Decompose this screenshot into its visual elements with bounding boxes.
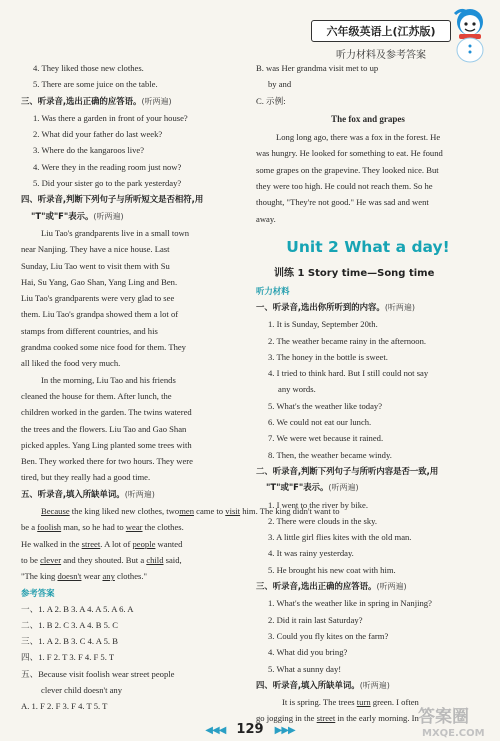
list-item: 2. Did it rain last Saturday? xyxy=(268,614,363,625)
section-heading: 四、听录音,填入所缺单词。(听两遍) xyxy=(256,679,390,690)
story-line: Liu Tao's grandparents were very glad to see xyxy=(21,293,175,304)
story-line: away. xyxy=(256,213,276,224)
lesson-title: 训练 1 Story time—Song time xyxy=(274,267,435,279)
list-item: 4. What did you bring? xyxy=(268,647,348,658)
section-heading: 二、听录音,判断下列句子与所听内容是否一致,用 xyxy=(256,465,439,476)
list-item: 6. We could not eat our lunch. xyxy=(268,417,372,428)
story-line: thought, "They're not good." He was sad and went xyxy=(256,197,429,208)
answer-line: 一、1. A 2. B 3. A 4. A 5. A 6. A xyxy=(21,603,134,614)
list-item: 5. There are some juice on the table. xyxy=(33,79,158,90)
svg-text:答案圈: 答案圈 xyxy=(418,707,469,727)
right-column xyxy=(256,60,480,727)
answer-line: 三、1. A 2. B 3. C 4. A 5. B xyxy=(21,636,118,647)
story-line: Long long ago, there was a fox in the forest. He xyxy=(276,132,441,143)
answer-line: C. 示例: xyxy=(256,95,286,106)
answer-line: B. was Her grandma visit met to up xyxy=(256,63,379,73)
prev-arrows-icon: ◀◀◀ xyxy=(205,725,226,736)
answers-heading: 参考答案 xyxy=(21,587,55,598)
list-item: 1. I went to the river by bike. xyxy=(268,499,368,510)
list-item: 4. I tried to think hard. But I still could not say xyxy=(268,368,429,379)
story-line: some grapes on the grapevine. They looked nice. But xyxy=(256,164,439,175)
list-item: 3. Where do the kangaroos live? xyxy=(33,145,145,156)
list-item: 4. Were they in the reading room just now? xyxy=(33,161,182,172)
list-item: 5. He brought his new coat with him. xyxy=(268,564,396,575)
story-line: Hai, Su Yang, Gao Shan, Yang Ling and Ben. xyxy=(21,276,178,287)
section-heading-cont: "T"或"F"表示。(听两遍) xyxy=(31,210,124,221)
story-line: stamps from different countries, and his xyxy=(21,325,158,336)
story-line: picked apples. Yang Ling planted some trees with xyxy=(21,439,192,450)
story-line: Sunday, Liu Tao went to visit them with Su xyxy=(21,260,170,271)
watermark-logo-icon xyxy=(410,700,500,741)
listening-heading: 听力材料 xyxy=(256,285,290,296)
answer-line: 五、Because visit foolish wear street people xyxy=(21,668,175,679)
list-item: 3. A little girl flies kites with the old man. xyxy=(268,532,412,543)
story-line: Liu Tao's grandparents live in a small town xyxy=(41,227,190,238)
fill-line: go jogging in the street in the early morning. In xyxy=(256,713,419,724)
page-number: 129 xyxy=(236,722,264,737)
answer-line: by and xyxy=(268,79,292,90)
list-item: 2. The weather became rainy in the afternoon. xyxy=(268,335,427,346)
answer-line: A. 1. F 2. F 3. F 4. T 5. T xyxy=(21,701,108,712)
list-item: 1. Was there a garden in front of your house? xyxy=(33,112,188,123)
section-heading-cont: "T"或"F"表示。(听两遍) xyxy=(266,482,359,493)
book-title: 六年级英语上(江苏版) xyxy=(311,20,451,42)
answer-line: clever child doesn't any xyxy=(41,684,123,695)
fill-line: It is spring. The trees turn green. I often xyxy=(282,697,419,708)
section-heading: 四、听录音,判断下列句子与所听短文是否相符,用 xyxy=(21,194,204,205)
svg-text:MXQE.COM: MXQE.COM xyxy=(422,728,485,739)
story-title: The fox and grapes xyxy=(331,113,405,124)
list-item: 3. Could you fly kites on the farm? xyxy=(268,630,389,641)
list-item: 5. Did your sister go to the park yesterday? xyxy=(33,178,182,189)
story-line: children worked in the garden. The twins watered xyxy=(21,407,192,418)
section-heading: 一、听录音,选出你所听到的内容。(听两遍) xyxy=(256,301,416,312)
section-heading: 三、听录音,选出正确的应答语。(听两遍) xyxy=(21,95,172,106)
story-line: grandma cooked some nice food for them. They xyxy=(21,342,186,353)
fill-line: to be clever and they shouted. But a child said, xyxy=(21,554,182,565)
unit-title: Unit 2 What a day! xyxy=(286,237,450,256)
list-item: 5. What's the weather like today? xyxy=(268,400,383,411)
page-header xyxy=(311,20,451,60)
section-heading: 三、听录音,选出正确的应答语。(听两遍) xyxy=(256,581,407,592)
list-item: 7. We were wet because it rained. xyxy=(268,433,384,444)
section-heading: 五、听录音,填入所缺单词。(听两遍) xyxy=(21,488,155,499)
story-line: In the morning, Liu Tao and his friends xyxy=(41,374,176,385)
fill-line: be a foolish man, so he had to wear the clothes. xyxy=(21,522,184,533)
story-line: was hungry. He looked for something to eat. He found xyxy=(256,148,443,159)
list-item: 2. There were clouds in the sky. xyxy=(268,515,378,526)
book-subtitle: 听力材料及参考答案 xyxy=(336,50,426,61)
story-line: they were too high. He could not reach them. So he xyxy=(256,181,433,192)
list-item: 2. What did your father do last week? xyxy=(33,129,163,140)
answer-line: 四、1. F 2. T 3. F 4. F 5. T xyxy=(21,652,115,663)
next-arrows-icon: ▶▶▶ xyxy=(274,725,295,736)
list-item: 4. It was rainy yesterday. xyxy=(268,548,354,559)
list-item: 5. What a sunny day! xyxy=(268,663,342,674)
story-line: the trees and the flowers. Liu Tao and Gao Shan xyxy=(21,423,187,434)
list-item: any words. xyxy=(278,384,316,395)
story-line: all liked the food very much. xyxy=(21,358,121,369)
list-item: 1. What's the weather like in spring in Nanjing? xyxy=(268,598,432,609)
story-line: near Nanjing. They have a nice house. Last xyxy=(21,244,170,255)
story-line: Ben. They worked there for two hours. They were xyxy=(21,456,193,467)
snowman-mascot-icon xyxy=(447,6,493,64)
list-item: 3. The honey in the bottle is sweet. xyxy=(268,351,388,362)
story-line: tired, but they really had a good time. xyxy=(21,472,151,483)
list-item: 4. They liked those new clothes. xyxy=(33,63,144,73)
list-item: 1. It is Sunday, September 20th. xyxy=(268,319,378,330)
fill-line: He walked in the street. A lot of people wanted xyxy=(21,538,183,549)
answer-line: 二、1. B 2. C 3. A 4. B 5. C xyxy=(21,619,118,630)
list-item: 8. Then, the weather became windy. xyxy=(268,449,392,460)
fill-line: "The king doesn't wear any clothes." xyxy=(21,571,148,582)
fill-line: Because the king liked new clothes, twomen came to visit him. The king didn't want to xyxy=(41,506,340,517)
story-line: them. Liu Tao's grandpa showed them a lot of xyxy=(21,309,179,320)
story-line: cleaned the house for them. After lunch, the xyxy=(21,390,172,401)
